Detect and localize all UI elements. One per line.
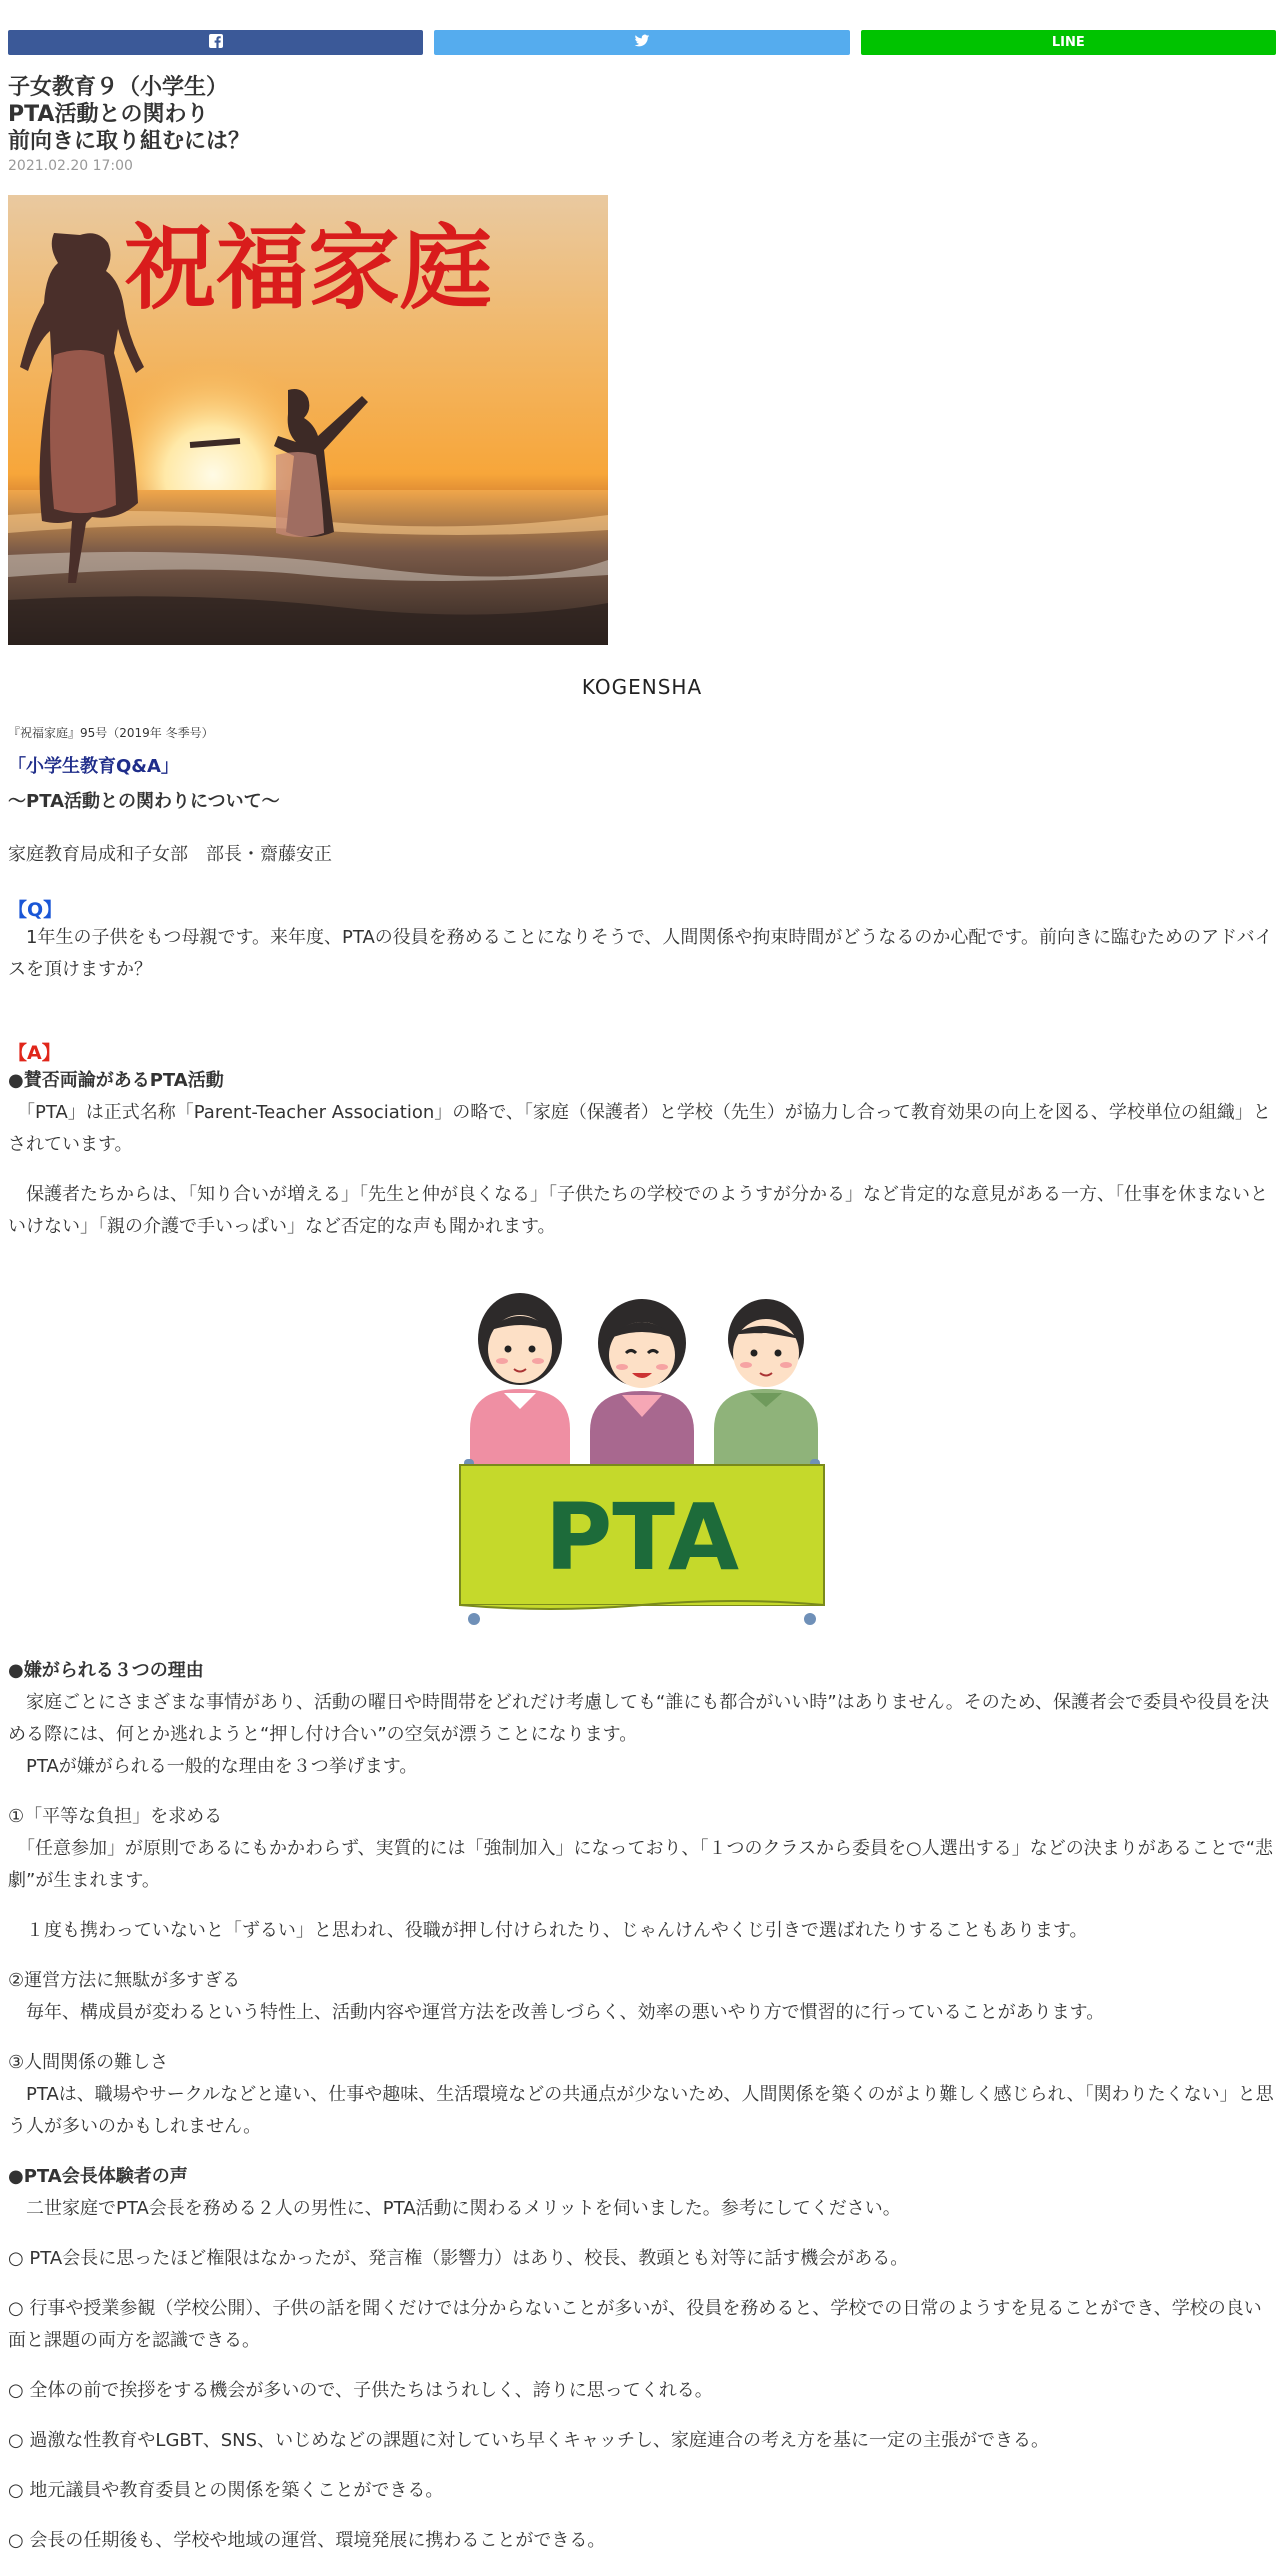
corner-subtitle: 〜PTA活動との関わりについて〜 (8, 791, 280, 812)
facebook-share-button[interactable] (8, 30, 423, 55)
voice-item: ○ 全体の前で挨拶をする機会が多いので、子供たちはうれしく、誇りに思ってくれる。 (8, 2380, 713, 2401)
hero-title-text: 祝福家庭 (123, 214, 493, 322)
paragraph-4: PTAが嫌がられる一般的な理由を３つ挙げます。 (8, 1756, 418, 1777)
facebook-f-icon (208, 33, 224, 53)
reason-1-body: 「任意参加」が原則であるにもかかわらず、実質的には「強制加入」になっており、「１つのクラスから委員を○人選出する」などの決まりがあることで“悲劇”が生まれます。 (8, 1838, 1274, 1891)
question-mark: 【Q】 (8, 899, 63, 921)
title-line-1: 子女教育９（小学生） (8, 75, 229, 100)
paragraph-2: 保護者たちからは、「知り合いが増える」「先生と仲が良くなる」「子供たちの学校でのようすが分かる」など肯定的な意見がある一方、「仕事を休まないといけない」「親の介護で手いっぱい」など否定的な声も聞かれます。 (8, 1184, 1268, 1237)
paragraph-1: 「PTA」は正式名称「Parent-Teacher Association」の略で、「家庭（保護者）と学校（先生）が協力し合って教育効果の向上を図る、学校単位の組織」とされています。 (8, 1102, 1271, 1155)
answer-mark: 【A】 (8, 1042, 61, 1064)
twitter-bird-icon (634, 33, 650, 53)
corner-title: 「小学生教育Q&A」 (8, 756, 179, 777)
voice-item: ○ 地元議員や教育委員との関係を築くことができる。 (8, 2480, 444, 2501)
pta-sign-text: PTA (544, 1484, 740, 1591)
reason-3-heading: ③人間関係の難しさ (8, 2052, 169, 2073)
voice-item: ○ PTA会長に思ったほど権限はなかったが、発言権（影響力）はあり、校長、教頭とも対等に話す機会がある。 (8, 2248, 909, 2269)
publish-date: 2021.02.20 17:00 (8, 158, 133, 174)
section-heading-3: ●PTA会長体験者の声 (8, 2166, 188, 2187)
voice-item: ○ 行事や授業参観（学校公開）、子供の話を聞くだけでは分からないことが多いが、役員を務めると、学校での日常のようすを見ることができ、学校の良い面と課題の両方を認識できる。 (8, 2298, 1262, 2351)
sunset-beach-illustration (8, 195, 608, 645)
pta-banner (460, 1465, 824, 1625)
voice-item: ○ 会長の任期後も、学校や地域の運営、環境発展に携わることができる。 (8, 2530, 606, 2551)
image-credit: KOGENSHA (581, 675, 703, 699)
share-bar (8, 30, 1276, 55)
section-heading-2: ●嫌がられる３つの理由 (8, 1660, 204, 1681)
reason-1-body-2: １度も携わっていないと「ずるい」と思われ、役職が押し付けられたり、じゃんけんやくじ引きで選ばれたりすることもあります。 (8, 1920, 1088, 1941)
reason-2-heading: ②運営方法に無駄が多すぎる (8, 1970, 241, 1991)
reason-1-heading: ①「平等な負担」を求める (8, 1806, 223, 1827)
twitter-share-button[interactable] (434, 30, 849, 55)
voice-item: ○ 過激な性教育やLGBT、SNS、いじめなどの課題に対していち早くキャッチし、家庭連合の考え方を基に一定の主張ができる。 (8, 2430, 1050, 2451)
article-title (8, 74, 1276, 155)
paragraph-3: 家庭ごとにさまざまな事情があり、活動の曜日や時間帯をどれだけ考慮しても“誰にも都合がいい時”はありません。そのため、保護者会で委員や役員を決める際には、何とか逃れようと“押し付け合い”の空気が漂うことになります。 (8, 1692, 1270, 1745)
reason-2-body: 毎年、構成員が変わるという特性上、活動内容や運営方法を改善しづらく、効率の悪いやり方で慣習的に行っていることがあります。 (8, 2002, 1105, 2023)
question-text: 1年生の子供をもつ母親です。来年度、PTAの役員を務めることになりそうで、人間関係や拘束時間がどうなるのか心配です。前向きに臨むためのアドバイスを頂けますか？ (8, 927, 1273, 980)
line-label: LINE (1051, 35, 1085, 50)
source-note: 『祝福家庭』95号（2019年 冬季号） (8, 726, 214, 740)
reason-3-body: PTAは、職場やサークルなどと違い、仕事や趣味、生活環境などの共通点が少ないため、人間関係を築くのがより難しく感じられ、「関わりたくない」と思う人が多いのかもしれません。 (8, 2084, 1274, 2137)
title-line-2: PTA活動との関わり (8, 102, 209, 127)
title-line-3: 前向きに取り組むには？ (8, 129, 251, 154)
section-heading-1: ●賛否両論があるPTA活動 (8, 1070, 224, 1091)
line-share-button[interactable] (861, 30, 1276, 55)
paragraph-5: 二世家庭でPTA会長を務める２人の男性に、PTA活動に関わるメリットを伺いました。参考にしてください。 (8, 2198, 901, 2219)
author-line: 家庭教育局成和子女部 部長・齋藤安正 (8, 844, 332, 865)
article (8, 74, 1276, 2557)
pta-illustration (452, 1269, 832, 1629)
hero-image (8, 195, 608, 645)
